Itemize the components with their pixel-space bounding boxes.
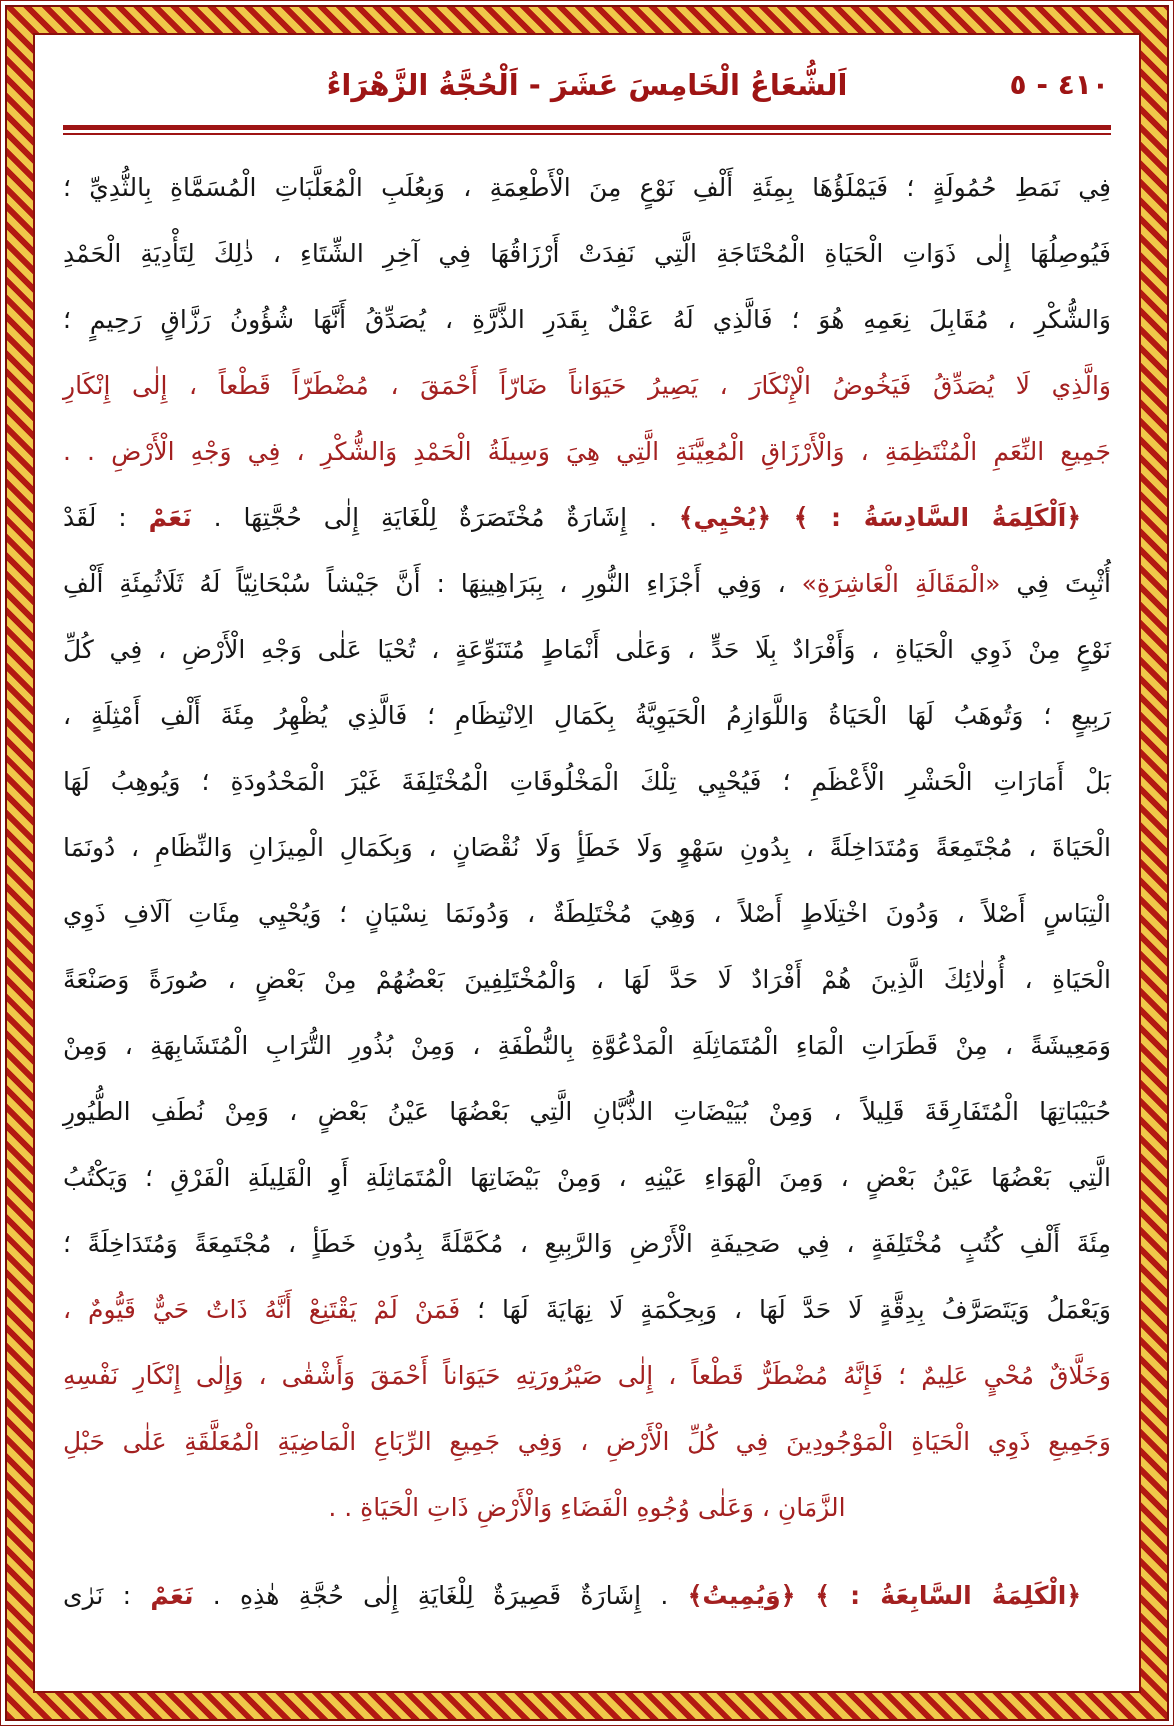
text-line bbox=[63, 287, 1111, 353]
text-run: جَمِيعِ النِّعَمِ الْمُنْتَظِمَةِ ، وَالْأَرْزَاقِ الْمُعِيَّنَةِ الَّتِي هِيَ وَسِيلَةُ الْحَمْدِ وَالشُّكْرِ ، فِي وَجْهِ الْأَرْضِ . . bbox=[63, 437, 1111, 466]
text-run: نَعَمْ bbox=[148, 503, 192, 532]
page-number: ٤١٠ - ٥ bbox=[1009, 68, 1109, 101]
text-line bbox=[63, 1013, 1111, 1079]
page-title: اَلشُّعَاعُ الْخَامِسَ عَشَرَ - اَلْحُجَّةُ الزَّهْرَاءُ bbox=[326, 68, 848, 102]
text-line bbox=[63, 353, 1111, 419]
text-run: فِي نَمَطِ حُمُولَةٍ ؛ فَيَمْلَؤُهَا بِمِئَةِ أَلْفِ نَوْعٍ مِنَ الْأَطْعِمَةِ ، وَبِعُلَبِ الْمُعَلَّبَاتِ الْمُسَمَّاةِ بِالثُّدِيِّ ؛ bbox=[63, 173, 1111, 202]
text-line bbox=[63, 749, 1111, 815]
text-line bbox=[63, 1211, 1111, 1277]
text-line bbox=[63, 1145, 1111, 1211]
text-line bbox=[63, 947, 1111, 1013]
text-line bbox=[63, 485, 1111, 551]
text-run: الزَّمَانِ ، وَعَلٰى وُجُوهِ الْفَضَاءِ وَالْأَرْضِ ذَاتِ الْحَيَاةِ . . bbox=[328, 1493, 846, 1522]
text-run: «الْمَقَالَةِ الْعَاشِرَةِ» bbox=[801, 569, 1001, 598]
text-run: ، وَفِي أَجْزَاءِ النُّورِ ، بِبَرَاهِينِهَا : أَنَّ جَيْشاً سُبْحَانِيّاً لَهُ ثَلَاثُمِئَةِ أَلْفِ bbox=[63, 569, 802, 598]
text-line bbox=[63, 1475, 1111, 1541]
text-run: الْتِبَاسٍ أَصْلاً ، وَدُونَ اخْتِلَاطٍ أَصْلاً ، وَهِيَ مُخْتَلِطَةٌ ، وَدُونَمَا نِسْيَانٍ ؛ وَيُحْيِي مِئَاتِ آلَافِ ذَوِي bbox=[63, 899, 1111, 928]
text-run: مِئَةَ أَلْفِ كُتُبٍ مُخْتَلِفَةٍ ، فِي صَحِيفَةِ الْأَرْضِ وَالرَّبِيعِ ، مُكَمَّلَةً بِدُونِ خَطَأٍ ، مُجْتَمِعَةً وَمُتَدَاخِلَةً ؛ bbox=[63, 1229, 1111, 1258]
text-run: أُثْبِتَ فِي bbox=[1000, 569, 1111, 598]
text-run: الَّتِي بَعْضُهَا عَيْنُ بَعْضٍ ، وَمِنَ الْهَوَاءِ عَيْنِهِ ، وَمِنْ بَيْضَاتِهَا الْمُتَمَاثِلَةِ أَوِ الْقَلِيلَةِ الْفَرْقِ ؛ وَيَكْتُبُ bbox=[63, 1163, 1111, 1192]
text-run: نَعَمْ bbox=[150, 1581, 194, 1610]
text-run: : لَقَدْ bbox=[63, 503, 149, 532]
text-run: : نَرٰى bbox=[63, 1581, 151, 1610]
text-run: فَيُوصِلُهَا إِلٰى ذَوَاتِ الْحَيَاةِ الْمُحْتَاجَةِ الَّتِي نَفِدَتْ أَرْزَاقُهَا فِي آخِرِ الشِّتَاءِ ، ذٰلِكَ لِتَأْدِيَةِ الْحَمْدِ bbox=[63, 239, 1111, 268]
text-run: ﴿اَلْكَلِمَةُ السَّادِسَةُ : ﴾ ﴿يُحْيِي﴾ bbox=[678, 503, 1082, 532]
page-header bbox=[61, 57, 1113, 121]
page-content bbox=[33, 33, 1141, 1693]
text-run: وَالَّذِي لَا يُصَدِّقُ فَيَخُوضُ الْإِنْكَارَ ، يَصِيرُ حَيَوَاناً ضَارّاً أَحْمَقَ ، مُضْطَرّاً قَطْعاً ، إِلٰى إِنْكَارِ bbox=[63, 371, 1111, 400]
text-run: وَخَلَّاقٌ مُحْيٍ عَلِيمٌ ؛ فَإِنَّهُ مُضْطَرٌّ قَطْعاً ، إِلٰى صَيْرُورَتِهِ حَيَوَاناً أَحْمَقَ وَأَشْقٰى ، وَإِلٰى إِنْكَارِ نَفْسِهِ bbox=[63, 1361, 1111, 1390]
text-line bbox=[63, 551, 1111, 617]
text-line bbox=[63, 155, 1111, 221]
text-run: ﴿الْكَلِمَةُ السَّابِعَةُ : ﴾ ﴿وَيُمِيتُ﴾ bbox=[687, 1581, 1082, 1610]
text-run: رَبِيعٍ ؛ وَتُوهَبُ لَهَا الْحَيَاةُ وَاللَّوَازِمُ الْحَيَوِيَّةُ بِكَمَالِ الِانْتِظَامِ ؛ فَالَّذِي يُظْهِرُ مِئَةَ أَلْفِ أَمْثِلَةٍ ، bbox=[63, 701, 1111, 730]
text-run: . إِشَارَةٌ قَصِيرَةٌ لِلْغَايَةِ إِلٰى حُجَّةِ هٰذِهِ . bbox=[193, 1581, 688, 1610]
text-run: الْحَيَاةَ ، مُجْتَمِعَةً وَمُتَدَاخِلَةً ، بِدُونِ سَهْوٍ وَلَا خَطَأٍ وَلَا نُقْصَانٍ ، وَبِكَمَالِ الْمِيزَانِ وَالنِّظَامِ ، دُونَمَا bbox=[63, 833, 1111, 862]
text-line bbox=[63, 1409, 1111, 1475]
text-run: وَيَعْمَلُ وَيَتَصَرَّفُ بِدِقَّةٍ لَا حَدَّ لَهَا ، وَبِحِكْمَةٍ لَا نِهَايَةَ لَهَا ؛ bbox=[460, 1295, 1111, 1324]
text-run: الْحَيَاةِ ، أُولٰائِكَ الَّذِينَ هُمْ أَفْرَادٌ لَا حَدَّ لَهَا ، وَالْمُخْتَلِفِينَ بَعْضُهُمْ مِنْ بَعْضٍ ، صُورَةً وَصَنْعَةً bbox=[63, 965, 1111, 994]
body-text bbox=[61, 149, 1113, 1629]
text-run: وَمَعِيشَةً ، مِنْ قَطَرَاتِ الْمَاءِ الْمُتَمَاثِلَةِ الْمَدْعُوَّةِ بِالنُّطْفَةِ ، وَمِنْ بُذُورِ التُّرَابِ الْمُتَشَابِهَةِ ، وَمِنْ bbox=[63, 1031, 1111, 1060]
text-run: فَمَنْ لَمْ يَقْتَنِعْ أَنَّهُ ذَاتٌ حَيٌّ قَيُّومٌ ، bbox=[63, 1295, 461, 1324]
text-run: وَالشُّكْرِ ، مُقَابِلَ نِعَمِهِ هُوَ ؛ فَالَّذِي لَهُ عَقْلٌ بِقَدَرِ الذَّرَّةِ ، يُصَدِّقُ أَنَّهَا شُؤُونُ رَزَّاقٍ رَحِيمٍ ؛ bbox=[63, 305, 1111, 334]
text-run: حُبَيْبَاتِهَا الْمُتَفَارِقَةَ قَلِيلاً ، وَمِنْ بُيَيْضَاتِ الذُّبَّانِ الَّتِي بَعْضُهَا عَيْنُ بَعْضٍ ، وَمِنْ نُطَفِ الطُّيُورِ bbox=[63, 1097, 1111, 1126]
text-line bbox=[63, 419, 1111, 485]
text-line bbox=[63, 221, 1111, 287]
text-run: نَوْعٍ مِنْ ذَوِي الْحَيَاةِ ، وَأَفْرَادٌ بِلَا حَدٍّ ، وَعَلٰى أَنْمَاطٍ مُتَنَوِّعَةٍ ، تُحْيَا عَلٰى وَجْهِ الْأَرْضِ ، فِي كُلِّ bbox=[63, 635, 1111, 664]
text-line bbox=[63, 1277, 1111, 1343]
text-run: وَجَمِيعِ ذَوِي الْحَيَاةِ الْمَوْجُودِينَ فِي كُلِّ الْأَرْضِ ، وَفِي جَمِيعِ الرِّبَاعِ الْمَاضِيَةِ الْمُعَلَّقَةِ عَلٰى حَبْلِ bbox=[63, 1427, 1111, 1456]
text-line bbox=[63, 683, 1111, 749]
text-line bbox=[63, 1563, 1111, 1629]
text-line bbox=[63, 815, 1111, 881]
text-line bbox=[63, 617, 1111, 683]
divider-thick-line bbox=[63, 125, 1111, 130]
text-line bbox=[63, 881, 1111, 947]
text-line bbox=[63, 1343, 1111, 1409]
text-run: . إِشَارَةٌ مُخْتَصَرَةٌ لِلْغَايَةِ إِلٰى حُجَّتِهَا . bbox=[191, 503, 679, 532]
text-line bbox=[63, 1079, 1111, 1145]
divider-thin-line bbox=[63, 133, 1111, 135]
header-divider bbox=[63, 125, 1111, 135]
text-run: بَلْ أَمَارَاتِ الْحَشْرِ الْأَعْظَمِ ؛ فَيُحْيِي تِلْكَ الْمَخْلُوقَاتِ الْمُخْتَلِفَةَ غَيْرَ الْمَحْدُودَةِ ؛ وَيُوهِبُ لَهَا bbox=[63, 767, 1111, 796]
